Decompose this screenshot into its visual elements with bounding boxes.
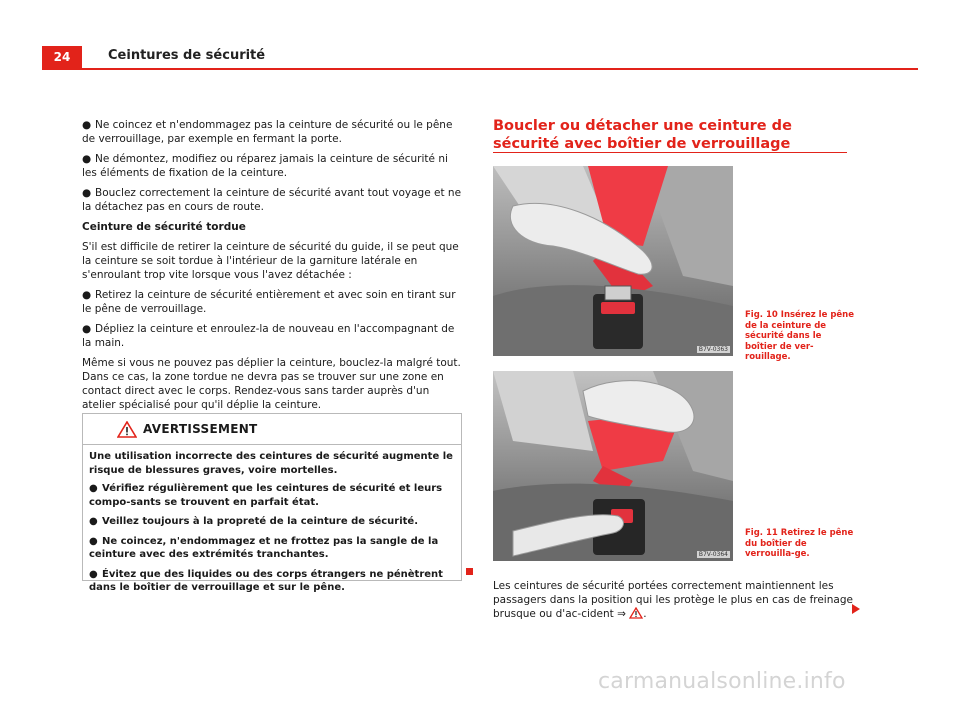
warning-title: AVERTISSEMENT — [143, 422, 258, 436]
list-item: ● Retirez la ceinture de sécurité entièrement et avec soin en tirant sur le pêne de verrouillage. — [82, 289, 456, 315]
subheading: Ceinture de sécurité tordue — [82, 221, 246, 233]
list-item: ● Évitez que des liquides ou des corps étrangers ne pénètrent dans le boîtier de verrouillage et sur le pêne. — [89, 568, 443, 593]
warning-reference-icon — [629, 607, 643, 619]
list-item: ● Ne coincez et n'endommagez pas la ceinture de sécurité ou le pêne de verrouillage, par exemple en fermant la porte. — [82, 119, 453, 145]
list-item: ● Bouclez correctement la ceinture de sécurité avant tout voyage et ne la détachez pas en cours de route. — [82, 187, 462, 213]
section-title: Boucler ou détacher une ceinture de sécurité avec boîtier de verrouillage — [493, 118, 792, 152]
watermark: carmanualsonline.info — [598, 669, 846, 694]
figure-11-image — [493, 371, 733, 561]
figure-10-caption: Fig. 10 Insérez le pêne de la ceinture de sécurité dans le boîtier de ver-rouillage. — [745, 310, 854, 362]
list-item: ● Ne coincez, n'endommagez et ne frottez pas la sangle de la ceinture avec des extrémités tranchantes. — [89, 535, 439, 560]
list-item: ● Veillez toujours à la propreté de la ceinture de sécurité. — [89, 516, 419, 527]
header-rule — [42, 68, 918, 70]
warning-box — [82, 413, 462, 593]
continue-arrow-icon — [852, 604, 860, 614]
warning-triangle-icon — [117, 421, 137, 438]
seatbelt-release-illustration — [493, 371, 733, 561]
page-number: 24 — [42, 46, 82, 68]
section-end-marker — [466, 568, 473, 575]
paragraph: S'il est difficile de retirer la ceinture de sécurité du guide, il se peut que la ceinture se soit tordue à l'intérieur de la garniture latérale en s'enroulant trop vite lorsque vous l'avez détachée : — [82, 241, 459, 281]
warning-intro: Une utilisation incorrecte des ceintures de sécurité augmente le risque de blessures graves, voire mortelles. — [89, 451, 453, 476]
figure-code: B7V-0364 — [698, 551, 728, 558]
figure-code: B7V-0363 — [698, 346, 728, 353]
warning-body — [83, 445, 461, 595]
list-item: ● Vérifiez régulièrement que les ceintures de sécurité et leurs compo-sants se trouvent en parfait état. — [89, 483, 443, 508]
left-column — [82, 118, 464, 418]
body-text: Les ceintures de sécurité portées correctement maintiennent les passagers dans la position qui les protège le plus en cas de freinage brusque ou d'ac-cident ⇒ . — [493, 580, 853, 620]
figure-11-caption: Fig. 11 Retirez le pêne du boîtier de verrouilla-ge. — [745, 528, 854, 559]
figure-10-image — [493, 166, 733, 356]
warning-header — [83, 414, 461, 445]
list-item: ● Ne démontez, modifiez ou réparez jamais la ceinture de sécurité ni les éléments de fixation de la ceinture. — [82, 153, 448, 179]
seatbelt-insert-illustration — [493, 166, 733, 356]
list-item: ● Dépliez la ceinture et enroulez-la de nouveau en l'accompagnant de la main. — [82, 323, 455, 349]
paragraph: Même si vous ne pouvez pas déplier la ceinture, bouclez-la malgré tout. Dans ce cas, la zone tordue ne devra pas se trouver sur une zone en contact direct avec le corps. Rendez-vous sans tarder auprès d'un atelier spécialisé pour qu'il déplie la ceinture. — [82, 357, 461, 411]
page-header-title: Ceintures de sécurité — [108, 48, 266, 63]
section-rule — [493, 152, 847, 153]
